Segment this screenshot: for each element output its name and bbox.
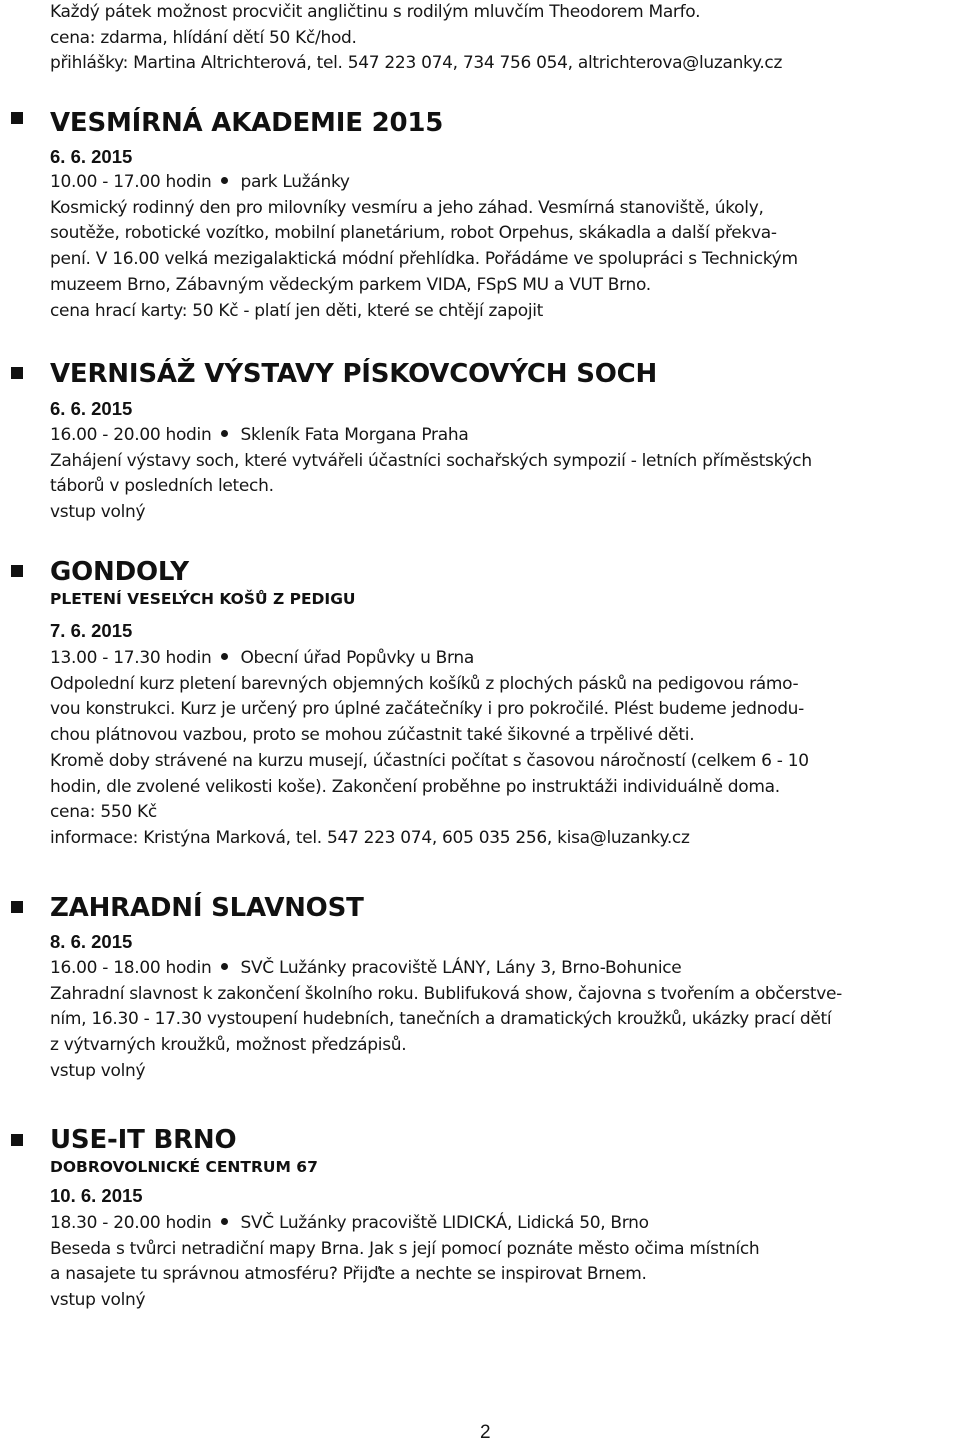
event-time: 18.30 - 20.00 hodin [50,1213,212,1233]
event-time-place [50,646,950,672]
event-time-place [50,170,950,196]
event-text-line: hodin, dle zvolené velikosti koše). Zakončení proběhne po instruktáži individuálně doma. [50,776,780,797]
event-text-line: Zahradní slavnost k zakončení školního roku. Bublifuková show, čajovna s tvořením a občerstve- [50,983,842,1004]
event-text-line: vstup volný [50,1060,146,1081]
event-text-line: chou plátnovou vazbou, proto se mohou zúčastnit také šikovné a trpělivé děti. [50,725,695,746]
event-subtitle: DOBROVOLNICKÉ CENTRUM 67 [50,1158,318,1176]
event-place: park Lužánky [240,172,350,192]
section-bullet [11,565,23,577]
event-text-line: z výtvarných kroužků, možnost předzápisů. [50,1035,407,1056]
event-place: Skleník Fata Morgana Praha [240,425,469,445]
event-text-line: táborů v posledních letech. [50,476,274,497]
separator-dot [221,1218,228,1225]
event-text-line: Kosmický rodinný den pro milovníky vesmíru a jeho záhad. Vesmírná stanoviště, úkoly, [50,197,764,218]
event-date: 10. 6. 2015 [50,1185,143,1206]
event-title: VERNISÁŽ VÝSTAVY PÍSKOVCOVÝCH SOCH [50,359,658,389]
intro-line: Každý pátek možnost procvičit angličtinu s rodilým mluvčím Theodorem Marfo. [50,2,701,22]
intro-line: přihlášky: Martina Altrichterová, tel. 547 223 074, 734 756 054, altrichterova@luzanky.cz [50,53,783,74]
event-title: USE-IT BRNO [50,1125,237,1155]
event-text-line: soutěže, robotické vozítko, mobilní planetárium, robot Orpehus, skákadla a další překva- [50,223,777,244]
event-title: VESMÍRNÁ AKADEMIE 2015 [50,108,444,138]
event-text-line: cena hrací karty: 50 Kč - platí jen děti, které se chtějí zapojit [50,300,544,321]
event-time: 13.00 - 17.30 hodin [50,648,212,668]
event-time-place [50,1211,950,1237]
event-place: Obecní úřad Popůvky u Brna [240,648,475,668]
separator-dot [221,963,228,970]
event-body [50,956,950,1085]
event-body [50,646,950,852]
event-body [50,423,950,526]
event-time: 16.00 - 18.00 hodin [50,958,212,978]
event-time-place [50,956,950,982]
section-bullet [11,367,23,379]
event-text-line: vstup volný [50,502,146,523]
event-text-line: Kromě doby strávené na kurzu musejí, účastníci počítat s časovou náročností (celkem 6 - 10 [50,750,809,771]
event-text-line: a nasajete tu správnou atmosféru? Přijďte a nechte se inspirovat Brnem. [50,1264,647,1285]
intro-line: cena: zdarma, hlídání dětí 50 Kč/hod. [50,27,357,48]
event-text-line: vou konstrukci. Kurz je určený pro úplné začátečníky i pro pokročilé. Plést budeme jednodu- [50,699,804,720]
event-time-place [50,423,950,449]
event-text-line: Beseda s tvůrci netradiční mapy Brna. Jak s její pomocí poznáte město očima místních [50,1238,760,1259]
page-number: 2 [480,1422,491,1443]
event-date: 7. 6. 2015 [50,620,133,641]
separator-dot [221,653,228,660]
event-body [50,170,950,324]
event-text-line: muzeem Brno, Zábavným vědeckým parkem VIDA, FSpS MU a VUT Brno. [50,274,651,295]
event-time: 10.00 - 17.00 hodin [50,172,212,192]
intro-block [50,0,930,77]
event-date: 6. 6. 2015 [50,146,133,167]
event-subtitle: PLETENÍ VESELÝCH KOŠŮ Z PEDIGU [50,590,356,608]
event-text-line: cena: 550 Kč [50,802,157,823]
event-time: 16.00 - 20.00 hodin [50,425,212,445]
event-title: ZAHRADNÍ SLAVNOST [50,893,364,923]
event-text-line: informace: Kristýna Marková, tel. 547 223 074, 605 035 256, kisa@luzanky.cz [50,827,690,848]
event-date: 8. 6. 2015 [50,931,133,952]
event-place: SVČ Lužánky pracoviště LÁNY, Lány 3, Brno-Bohunice [240,958,682,978]
event-body [50,1211,950,1314]
event-text-line: Odpolední kurz pletení barevných objemných košíků z plochých pásků na pedigovou rámo- [50,673,799,694]
event-title: GONDOLY [50,557,189,587]
section-bullet [11,1134,23,1146]
event-date: 6. 6. 2015 [50,398,133,419]
event-place: SVČ Lužánky pracoviště LIDICKÁ, Lidická 50, Brno [240,1213,649,1233]
event-text-line: ním, 16.30 - 17.30 vystoupení hudebních, tanečních a dramatických kroužků, ukázky prací dětí [50,1009,832,1030]
event-text-line: pení. V 16.00 velká mezigalaktická módní přehlídka. Pořádáme ve spolupráci s Technickým [50,249,798,270]
section-bullet [11,901,23,913]
section-bullet [11,112,23,124]
event-text-line: vstup volný [50,1290,146,1311]
separator-dot [221,177,228,184]
event-text-line: Zahájení výstavy soch, které vytvářeli účastníci sochařských sympozií - letních příměstských [50,450,812,471]
separator-dot [221,430,228,437]
